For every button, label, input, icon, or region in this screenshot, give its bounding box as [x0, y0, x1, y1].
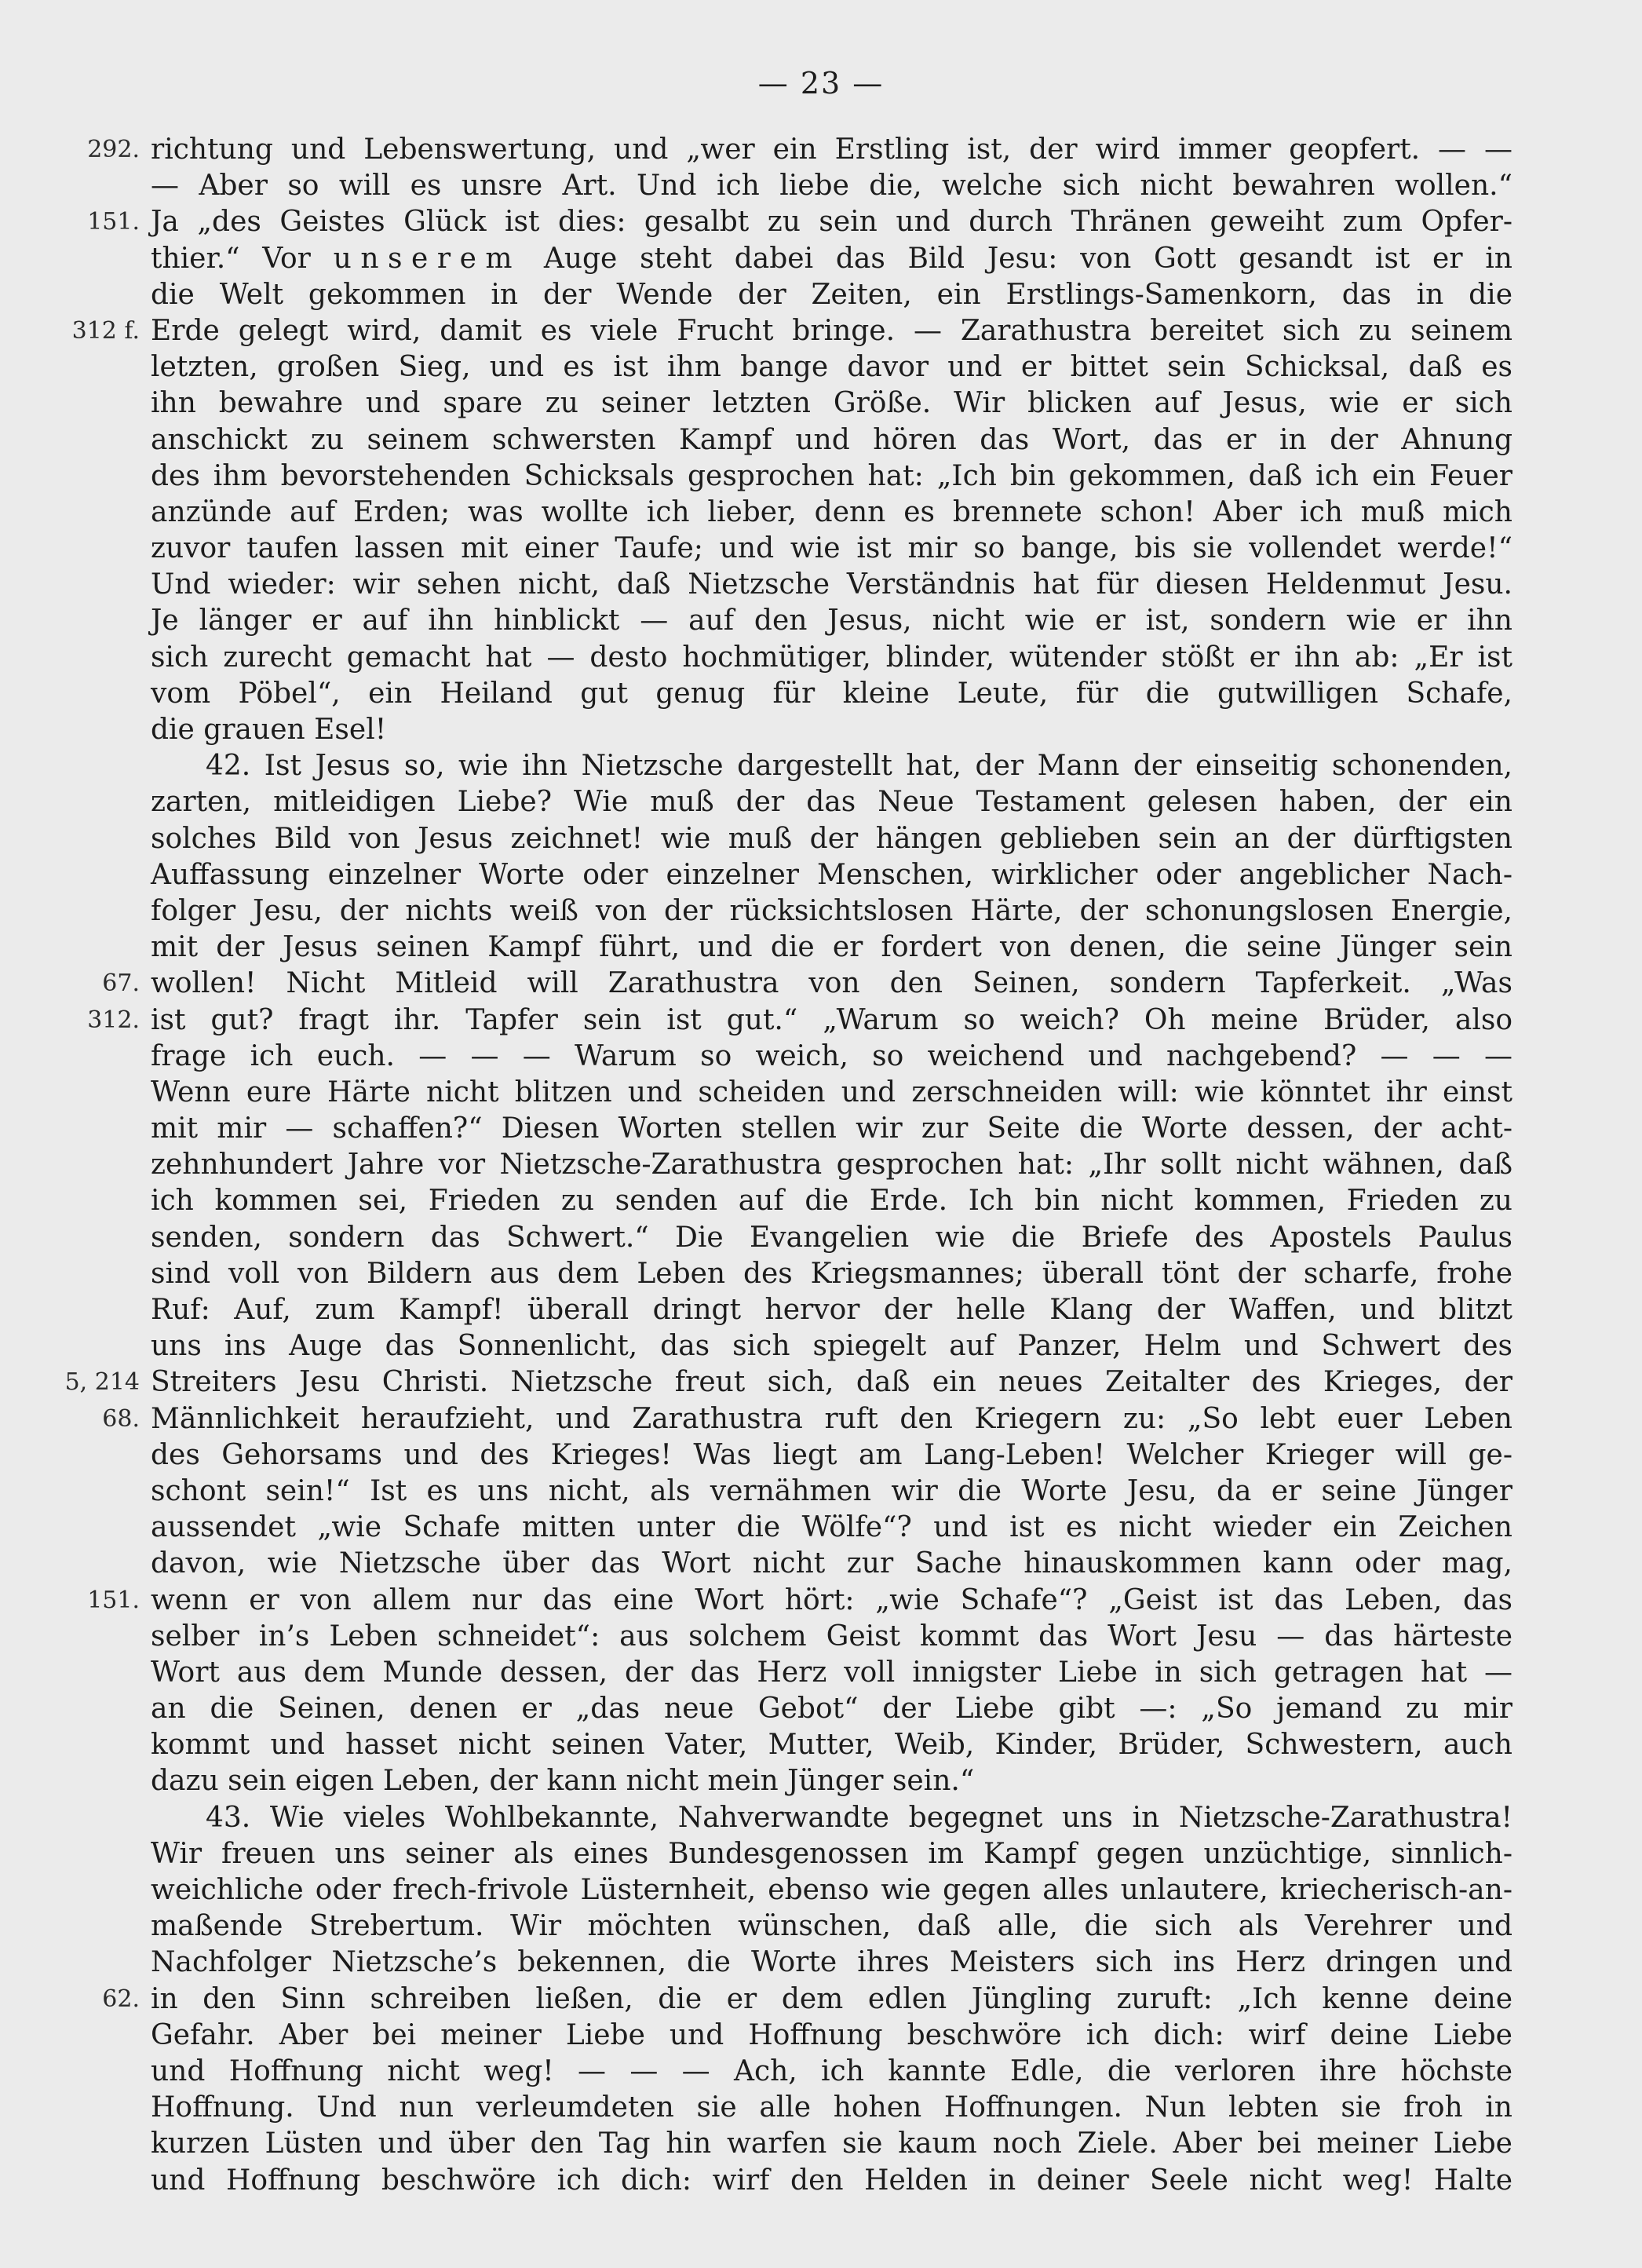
text-line [151, 567, 1512, 603]
text-line [151, 1220, 1512, 1256]
line-text: die grauen Esel! [151, 714, 387, 746]
line-text: ihn bewahre und spare zu seiner letzten Größe. Wir blicken auf Jesus, wie er sich [151, 387, 1512, 420]
line-text: Streiters Jesu Christi. Nietzsche freut sich, daß ein neues Zeitalter des Krieges, der [151, 1366, 1512, 1399]
line-text: thier.“ Vor [151, 242, 334, 275]
line-text: mit der Jesus seinen Kampf führt, und die er fordert von denen, die seine Jünger sein [151, 931, 1512, 964]
text-line [151, 1111, 1512, 1147]
line-text: an die Seinen, denen er „das neue Gebot“ der Liebe gibt —: „So jemand zu mir [151, 1693, 1512, 1726]
text-line [151, 531, 1512, 567]
line-text: Ruf: Auf, zum Kampf! überall dringt hervor der helle Klang der Waffen, und blitzt [151, 1294, 1512, 1326]
margin-reference: 68. [102, 1404, 140, 1433]
text-line [151, 1691, 1512, 1727]
line-text: Auge steht dabei das Bild Jesu: von Gott gesandt ist er in [521, 242, 1512, 275]
line-text: und Hoffnung beschwöre ich dich: wirf den Helden in deiner Seele nicht weg! Halte [151, 2164, 1512, 2197]
line-text: — Aber so will es unsre Art. Und ich liebe die, welche sich nicht bewahren wollen.“ [151, 170, 1512, 203]
margin-reference: 151. [87, 1586, 140, 1614]
line-text: dazu sein eigen Leben, der kann nicht mein Jünger sein.“ [151, 1765, 975, 1798]
line-text: ist gut? fragt ihr. Tapfer sein ist gut.“ „Warum so weich? Oh meine Brüder, also [151, 1003, 1512, 1036]
text-line [151, 385, 1512, 422]
text-line [151, 2163, 1512, 2199]
line-text: Wenn eure Härte nicht blitzen und scheiden und zerschneiden will: wie könntet ihr einst [151, 1076, 1512, 1108]
line-text: solches Bild von Jesus zeichnet! wie muß der hängen geblieben sein an der dürftigsten [151, 822, 1512, 855]
line-text: Gefahr. Aber bei meiner Liebe und Hoffnung beschwöre ich dich: wirf deine Liebe [151, 2018, 1512, 2051]
line-text: des Gehorsams und des Krieges! Was liegt am Lang-Leben! Welcher Krieger will ge- [151, 1438, 1512, 1471]
text-line [151, 1908, 1512, 1945]
line-text: maßende Strebertum. Wir möchten wünschen, daß alle, die sich als Verehrer und [151, 1910, 1512, 1943]
line-text: selber in’s Leben schneidet“: aus solchem Geist kommt das Wort Jesu — das härteste [151, 1620, 1512, 1653]
line-text: Und wieder: wir sehen nicht, daß Nietzsche Verständnis hat für diesen Heldenmut Jesu. [151, 568, 1512, 601]
text-line [151, 2054, 1512, 2090]
line-text: richtung und Lebenswertung, und „wer ein Erstling ist, der wird immer geopfert. — — [151, 133, 1512, 166]
text-line [151, 929, 1512, 966]
line-text: anzünde auf Erden; was wollte ich lieber, denn es brennete schon! Aber ich muß mich [151, 495, 1512, 528]
text-line [151, 857, 1512, 893]
text-line [151, 1727, 1512, 1763]
line-text: Nachfolger Nietzsche’s bekennen, die Worte ihres Meisters sich ins Herz dringen und [151, 1946, 1512, 1979]
line-text: schont sein!“ Ist es uns nicht, als vernähmen wir die Worte Jesu, da er seine Jünger [151, 1474, 1512, 1507]
text-line [102, 966, 1512, 1002]
text-line [151, 1800, 1512, 1836]
text-line [102, 1981, 1512, 2018]
text-line [151, 422, 1512, 458]
margin-reference: 151. [87, 208, 140, 236]
line-text: zarten, mitleidigen Liebe? Wie muß der das Neue Testament gelesen haben, der ein [151, 786, 1512, 819]
text-line [151, 349, 1512, 385]
text-line [151, 1872, 1512, 1908]
margin-reference: 312 f. [71, 316, 140, 345]
line-text: Auffassung einzelner Worte oder einzelner Menschen, wirklicher oder angeblicher Nach- [151, 858, 1512, 891]
margin-reference: 67. [102, 970, 140, 998]
text-line [151, 1655, 1512, 1691]
text-line [151, 168, 1512, 204]
page-number: — 23 — [757, 66, 885, 100]
line-text: Je länger er auf ihn hinblickt — auf den Jesus, nicht wie er ist, sondern wie er ihn [151, 604, 1512, 637]
line-text: ich kommen sei, Frieden zu senden auf die Erde. Ich bin nicht kommen, Frieden zu [151, 1185, 1512, 1218]
text-line [151, 603, 1512, 639]
line-text: mit mir — schaffen?“ Diesen Worten stellen wir zur Seite die Worte dessen, der acht- [151, 1112, 1512, 1145]
text-line [151, 1546, 1512, 1582]
text-line [151, 2090, 1512, 2126]
line-text: vom Pöbel“, ein Heiland gut genug für kleine Leute, für die gutwilligen Schafe, [151, 677, 1512, 710]
text-line [87, 1003, 1512, 1039]
line-text: sind voll von Bildern aus dem Leben des Kriegsmannes; überall tönt der scharfe, frohe [151, 1257, 1512, 1290]
text-line [151, 1292, 1512, 1328]
text-line [151, 1836, 1512, 1872]
line-text: zuvor taufen lassen mit einer Taufe; und wie ist mir so bange, bis sie vollendet werde!“ [151, 532, 1512, 565]
margin-reference: 312. [87, 1006, 140, 1034]
line-text: Hoffnung. Und nun verleumdeten sie alle hohen Hoffnungen. Nun lebten sie froh in [151, 2091, 1512, 2124]
text-line [151, 821, 1512, 857]
text-line [64, 1364, 1512, 1401]
text-line [151, 277, 1512, 313]
line-text: kurzen Lüsten und über den Tag hin warfen sie kaum noch Ziele. Aber bei meiner Liebe [151, 2127, 1512, 2160]
line-text: Ja „des Geistes Glück ist dies: gesalbt zu sein und durch Thränen geweiht zum Opfer- [151, 206, 1512, 239]
text-line [151, 1328, 1512, 1364]
text-line [151, 458, 1512, 495]
emphasized-word: unserem [333, 242, 522, 275]
text-line [151, 1474, 1512, 1510]
text-line [151, 1075, 1512, 1111]
text-line [151, 1147, 1512, 1183]
text-line [151, 748, 1512, 784]
text-line [151, 1763, 1512, 1799]
text-line [151, 676, 1512, 712]
text-line [151, 1256, 1512, 1292]
text-line [151, 1945, 1512, 1981]
text-line [151, 640, 1512, 676]
text-line [151, 893, 1512, 929]
line-text: in den Sinn schreiben ließen, die er dem edlen Jüngling zuruft: „Ich kenne deine [151, 1982, 1512, 2015]
line-text: Wir freuen uns seiner als eines Bundesgenossen im Kampf gegen unzüchtige, sinnlich- [151, 1837, 1512, 1870]
body-text [64, 132, 1512, 2199]
line-text: uns ins Auge das Sonnenlicht, das sich spiegelt auf Panzer, Helm und Schwert des [151, 1330, 1512, 1363]
margin-reference: 5, 214 [64, 1368, 140, 1397]
line-text: Erde gelegt wird, damit es viele Frucht bringe. — Zarathustra bereitet sich zu seinem [151, 314, 1512, 347]
margin-reference: 62. [102, 1985, 140, 2013]
text-line [151, 1510, 1512, 1546]
line-text: 42. Ist Jesus so, wie ihn Nietzsche dargestellt hat, der Mann der einseitig schonenden, [206, 750, 1512, 783]
text-line [151, 1183, 1512, 1219]
line-text: kommt und hasset nicht seinen Vater, Mutter, Weib, Kinder, Brüder, Schwestern, auch [151, 1729, 1512, 1762]
text-line [87, 1583, 1512, 1619]
text-line [151, 1039, 1512, 1075]
line-text: frage ich euch. — — — Warum so weich, so weichend und nachgebend? — — — [151, 1039, 1512, 1072]
line-text: sich zurecht gemacht hat — desto hochmütiger, blinder, wütender stößt er ihn ab: „Er ist [151, 641, 1512, 674]
line-text: Wort aus dem Munde dessen, der das Herz voll innigster Liebe in sich getragen hat — [151, 1656, 1512, 1689]
line-text: des ihm bevorstehenden Schicksals gesprochen hat: „Ich bin gekommen, daß ich ein Feuer [151, 459, 1512, 492]
line-text: davon, wie Nietzsche über das Wort nicht zur Sache hinauskommen kann oder mag, [151, 1547, 1512, 1580]
text-line [87, 132, 1512, 168]
text-line [151, 2018, 1512, 2054]
text-line [151, 241, 1512, 277]
text-line [151, 712, 1512, 748]
line-text: senden, sondern das Schwert.“ Die Evangelien wie die Briefe des Apostels Paulus [151, 1221, 1512, 1254]
text-line [102, 1401, 1512, 1437]
line-text: weichliche oder frech-frivole Lüsternheit, ebenso wie gegen alles unlautere, kriecherisch-an- [151, 1874, 1512, 1906]
text-line [151, 2126, 1512, 2162]
text-line [151, 1619, 1512, 1655]
line-text: die Welt gekommen in der Wende der Zeiten, ein Erstlings-Samenkorn, das in die [151, 278, 1512, 311]
line-text: letzten, großen Sieg, und es ist ihm bange davor und er bittet sein Schicksal, daß es [151, 351, 1512, 384]
line-text: wollen! Nicht Mitleid will Zarathustra von den Seinen, sondern Tapferkeit. „Was [151, 967, 1512, 1000]
line-text: und Hoffnung nicht weg! — — — Ach, ich kannte Edle, die verloren ihre höchste [151, 2054, 1512, 2087]
line-text: 43. Wie vieles Wohlbekannte, Nahverwandte begegnet uns in Nietzsche-Zarathustra! [206, 1801, 1512, 1834]
margin-reference: 292. [87, 136, 140, 163]
text-line [151, 495, 1512, 531]
text-line [71, 313, 1512, 349]
text-line [151, 1437, 1512, 1474]
text-line [87, 204, 1512, 240]
line-text: Männlichkeit heraufzieht, und Zarathustra ruft den Kriegern zu: „So lebt euer Leben [151, 1402, 1512, 1435]
text-line [151, 784, 1512, 820]
line-text: anschickt zu seinem schwersten Kampf und hören das Wort, das er in der Ahnung [151, 423, 1512, 456]
line-text: wenn er von allem nur das eine Wort hört: „wie Schafe“? „Geist ist das Leben, das [151, 1583, 1512, 1616]
line-text: zehnhundert Jahre vor Nietzsche-Zarathustra gesprochen hat: „Ihr sollt nicht wähnen, daß [151, 1149, 1512, 1181]
line-text: aussendet „wie Schafe mitten unter die Wölfe“? und ist es nicht wieder ein Zeichen [151, 1511, 1512, 1544]
line-text: folger Jesu, der nichts weiß von der rücksichtslosen Härte, der schonungslosen Energie, [151, 894, 1512, 927]
